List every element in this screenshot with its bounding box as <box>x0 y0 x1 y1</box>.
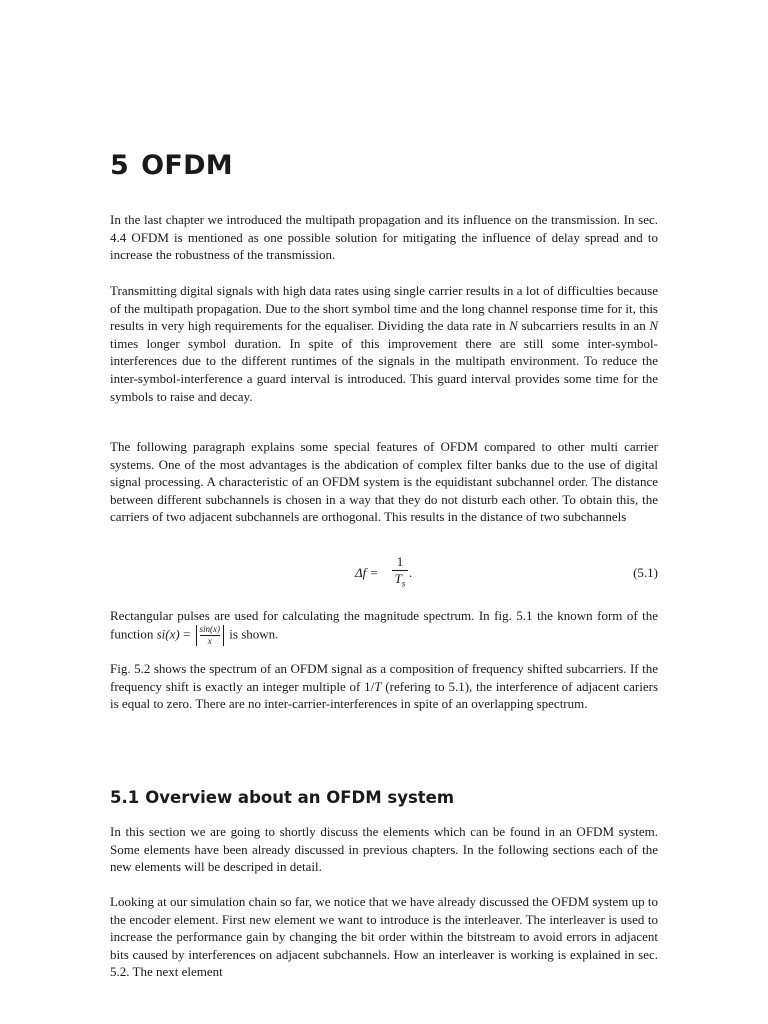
equation-fraction <box>392 555 408 591</box>
denominator-symbol: T <box>394 571 402 586</box>
equation-lhs: Δf = <box>355 565 379 580</box>
paragraph-features: The following paragraph explains some special features of OFDM compared to other multi carrier systems. One of the most advantages is the abdication of complex filter banks due to the use of digital signal processing. A characteristic of an OFDM system is the equidistant subchannel order. The distance between different subchannels is chosen in a way that they do not disturb each other. To obtain this, the carriers of two adjacent subchannels are orthogonal. This results in the distance of two subchannels <box>110 439 658 525</box>
paragraph-overview: In this section we are going to shortly discuss the elements which can be found in an OFDM system. Some elements have been already discussed in previous chapters. In the following sections each of the new elements will be descriped in detail. <box>110 824 658 875</box>
equation-number: (5.1) <box>633 565 658 580</box>
inline-denominator: x <box>207 635 212 646</box>
chapter-title <box>110 150 233 181</box>
math-si-x: si(x) <box>156 626 180 642</box>
equation-denominator <box>392 572 408 591</box>
text-run: Rectangular pulses are used for calculating the magnitude spectrum. In fig. 5.1 the known form of the function <box>110 608 658 642</box>
equation-period: . <box>409 565 413 580</box>
text-run: = <box>179 626 194 642</box>
denominator-subscript: s <box>401 578 406 589</box>
paragraph-spectrum <box>110 660 658 713</box>
chapter-number: 5 <box>110 150 130 181</box>
equation-5-1 <box>110 555 658 591</box>
chapter-title-text: OFDM <box>141 150 233 181</box>
math-T: T <box>374 678 382 694</box>
paragraph-simulation-chain: Looking at our simulation chain so far, we notice that we have already discussed the OFDM system up to the encoder element. First new element we want to introduce is the interleaver. The interleaver is used to increase the performance gain by changing the bit order within the bitstream to avoid errors in adjacent bits caused by interferences on adjacent subchannels. How an interleaver is working is explained in sec. 5.2. The next element <box>110 894 658 980</box>
equation-numerator: 1 <box>396 554 404 569</box>
text-run: is shown. <box>226 626 279 642</box>
paragraph-multipath <box>110 282 658 405</box>
paragraph-intro: In the last chapter we introduced the multipath propagation and its influence on the transmission. In sec. 4.4 OFDM is mentioned as one possible solution for mitigating the influence of delay spread and to increase the robustness of the transmission. <box>110 212 658 263</box>
paragraph-rectangular-pulses <box>110 607 658 646</box>
inline-fraction <box>196 625 225 646</box>
math-N: N <box>649 318 658 334</box>
text-run: Transmitting digital signals with high data rates using single carrier results in a lot of difficulties because of the multipath propagation. Due to the short symbol time and the long channel response time for it, this results in very high requirements for the equaliser. Dividing the data rate in <box>110 283 658 334</box>
math-N: N <box>509 318 518 334</box>
text-run: (refering to 5.1), the interference of adjacent cariers is equal to zero. There are no inter-carrier-interferences in spite of an overlapping spectrum. <box>110 678 658 712</box>
inline-numerator: sin(x) <box>199 623 221 634</box>
section-title-text: Overview about an OFDM system <box>145 788 455 807</box>
section-number: 5.1 <box>110 788 140 807</box>
text-run: times longer symbol duration. In spite of this improvement there are still some inter-symbol-interferences due to the different runtimes of the signals in the multipath environment. To reduce the inter-symbol-interference a guard interval is introduced. This guard interval provides some time for the symbols to raise and decay. <box>110 335 658 404</box>
section-title <box>110 788 454 807</box>
text-run: Fig. 5.2 shows the spectrum of an OFDM signal as a composition of frequency shifted subcarriers. If the frequency shift is exactly an integer multiple of 1/ <box>110 661 658 694</box>
text-run: subcarriers results in an <box>517 318 650 334</box>
